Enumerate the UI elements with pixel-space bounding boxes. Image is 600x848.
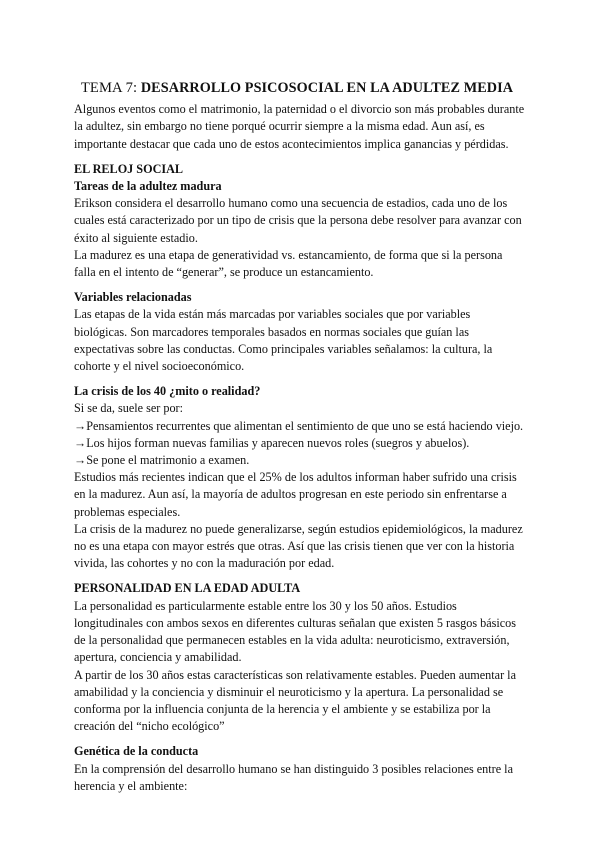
title-lead: TEMA 7: xyxy=(80,80,138,96)
list-item: →Se pone el matrimonio a examen. xyxy=(74,453,250,468)
document-page xyxy=(74,80,526,795)
list-item: →Pensamientos recurrentes que alimentan el sentimiento de que uno se está haciendo viejo. xyxy=(74,418,524,433)
section-heading-personalidad: PERSONALIDAD EN LA EDAD ADULTA xyxy=(74,581,301,596)
document-title xyxy=(68,80,526,97)
tareas-paragraph-2: La madurez es una etapa de generatividad vs. estancamiento, de forma que si la persona falla en el intento de “generar”, se produce un estancamiento. xyxy=(74,247,503,280)
crisis-paragraph-1: Estudios más recientes indican que el 25% de los adultos informan haber sufrido una crisis en la madurez. Aun así, la mayoría de adultos progresan en este periodo sin enfrentarse a problemas especiales. xyxy=(74,470,517,519)
subheading-variables: Variables relacionadas xyxy=(74,290,192,305)
crisis-intro: Si se da, suele ser por: xyxy=(74,401,183,416)
section-heading-reloj-social: EL RELOJ SOCIAL xyxy=(74,161,184,176)
personalidad-paragraph-2: A partir de los 30 años estas características son relativamente estables. Pueden aumentar la amabilidad y la conciencia y disminuir el neuroticismo y la apertura. La personalidad se conforma por la influencia conjunta de la herencia y el ambiente y se estabiliza por la creación del “nicho ecológico” xyxy=(74,667,516,734)
title-rest: DESARROLLO PSICOSOCIAL EN LA ADULTEZ MEDIA xyxy=(137,80,514,96)
subheading-crisis: La crisis de los 40 ¿mito o realidad? xyxy=(74,384,261,399)
list-item: →Los hijos forman nuevas familias y aparecen nuevos roles (suegros y abuelos). xyxy=(74,435,470,450)
genetica-paragraph: En la comprensión del desarrollo humano se han distinguido 3 posibles relaciones entre la herencia y el ambiente: xyxy=(74,761,513,793)
variables-paragraph: Las etapas de la vida están más marcadas por variables sociales que por variables biológicas. Son marcadores temporales basados en normas sociales que guían las expectativas sobre las conductas. Como principales variables señalamos: la cultura, la cohorte y el nivel socioeconómico. xyxy=(74,307,493,374)
intro-paragraph: Algunos eventos como el matrimonio, la paternidad o el divorcio son más probables durante la adultez, sin embargo no tiene porqué ocurrir siempre a la misma edad. Aun así, es importante destacar que cada uno de estos acontecimientos implica ganancias y pérdidas. xyxy=(74,102,525,151)
tareas-paragraph-1: Erikson considera el desarrollo humano como una secuencia de estadios, cada uno de los cuales está caracterizado por un tipo de crisis que la persona debe resolver para avanzar con éxito al siguiente estadio. xyxy=(74,196,522,245)
crisis-paragraph-2: La crisis de la madurez no puede generalizarse, según estudios epidemiológicos, la madurez no es una etapa con mayor estrés que otras. Así que las crisis tienen que ver con la historia vivida, las cohortes y no con la maduración por edad. xyxy=(74,521,523,571)
subheading-tareas: Tareas de la adultez madura xyxy=(74,179,222,194)
personalidad-paragraph-1: La personalidad es particularmente estable entre los 30 y los 50 años. Estudios longitudinales con ambos sexos en diferentes culturas señalan que existen 5 rasgos básicos de la personalidad que permanecen estables en la vida adulta: neuroticismo, extraversión, apertura, conciencia y amabilidad. xyxy=(74,598,517,665)
subheading-genetica: Genética de la conducta xyxy=(74,744,199,759)
